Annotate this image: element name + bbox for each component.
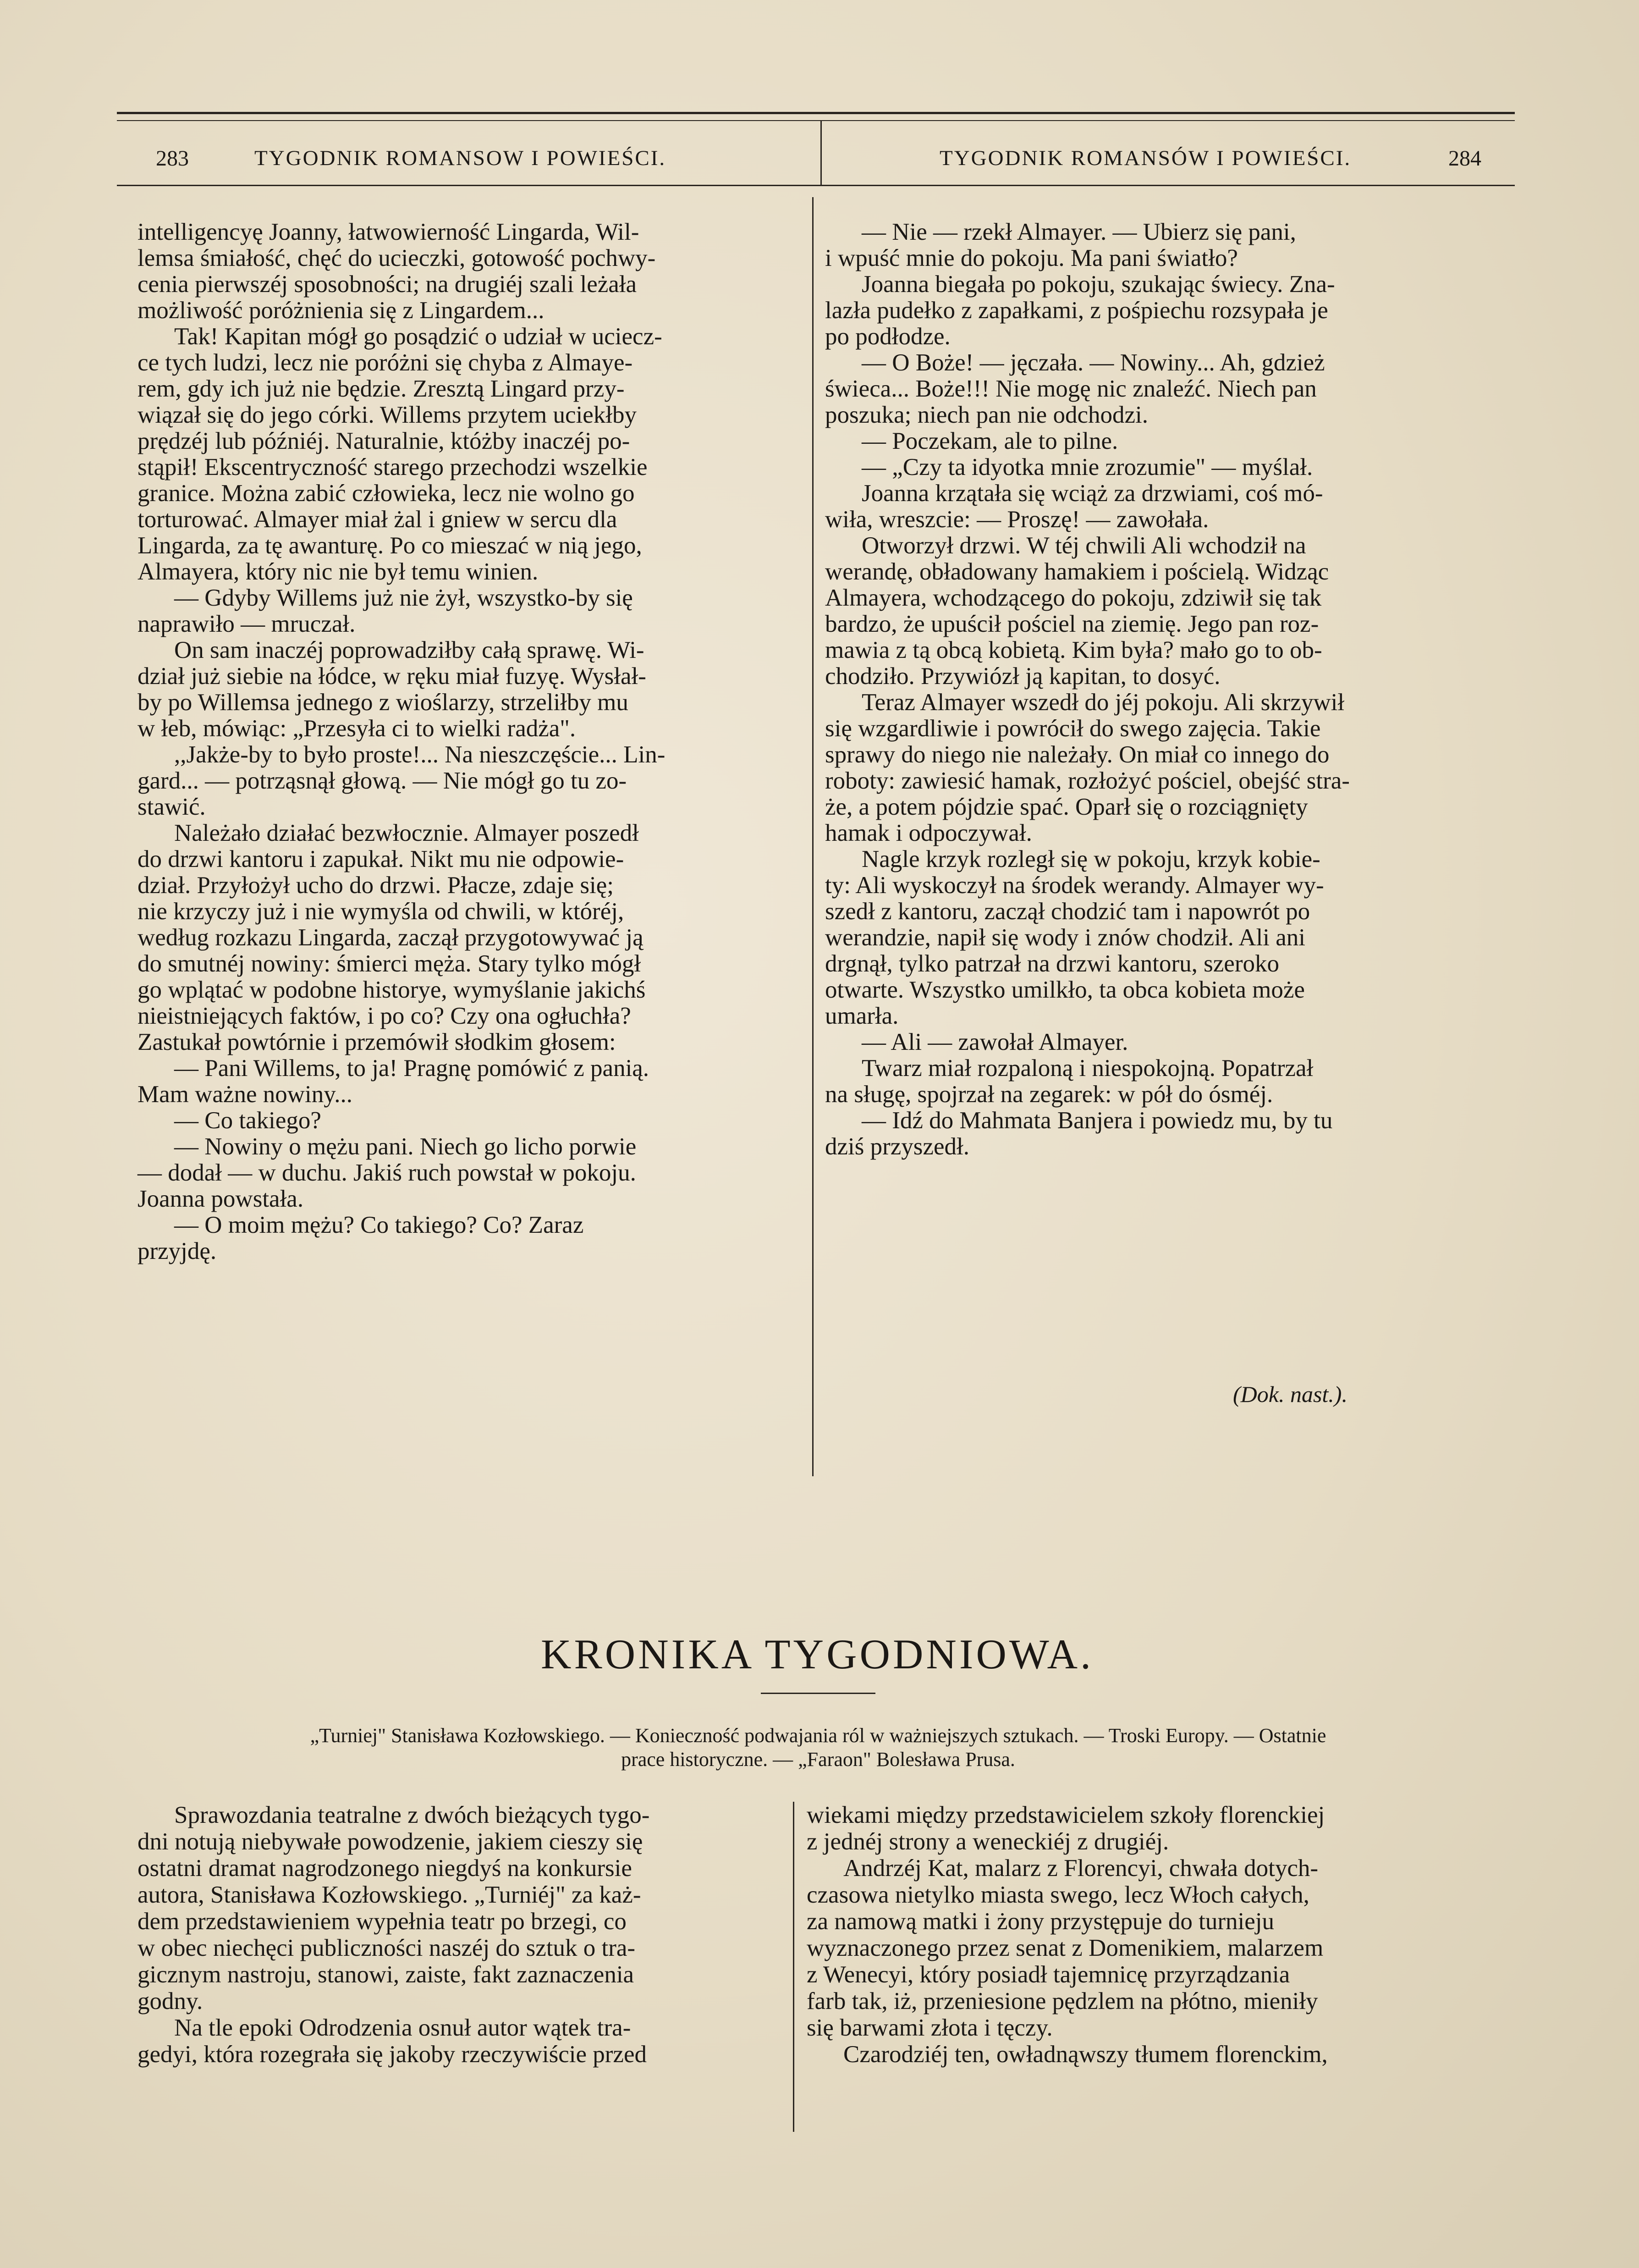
story-right-column <box>825 219 1480 1160</box>
section-title: KRONIKA TYGODNIOWA. <box>541 1631 1094 1678</box>
left-running-title: TYGODNIK ROMANSOW I POWIEŚCI. <box>254 146 666 170</box>
paragraph: Otworzył drzwi. W téj chwili Ali wchodził na werandę, obładowany hamakiem i pościelą. Widząc Almayera, wchodzącego do pokoju, zdziwił się tak bardzo, że upuścił pościel na ziemię. Jego pan roz- mawia z tą obcą kobietą. Kim była? mało go to ob- chodziło. Przywiózł ją kapitan, to dosyć. <box>825 532 1329 690</box>
paragraph: — Nie — rzekł Almayer. — Ubierz się pani, i wpuść mnie do pokoju. Ma pani światło? <box>825 219 1296 271</box>
kronika-right-column <box>807 1802 1462 2068</box>
paragraph: — Pani Willems, to ja! Pragnę pomówić z panią. Mam ważne nowiny... <box>138 1055 649 1108</box>
paragraph: ,,Jakże-by to było proste!... Na nieszczęście... Lin- gard... — potrząsnął głową. — Nie mógł go tu zo- stawić. <box>138 741 666 820</box>
paragraph: On sam inaczéj poprowadziłby całą sprawę. Wi- dział już siebie na łódce, w ręku miał fuzyę. Wysłał- by po Willemsa jednego z wioślarzy, strzeliłby mu w łeb, mówiąc: „Przesyła ci to wielki radża". <box>138 637 646 742</box>
paragraph: Na tle epoki Odrodzenia osnuł autor wątek tra- gedyi, która rozegrała się jakoby rzeczywiście przed <box>138 2014 647 2068</box>
paragraph: Twarz miał rozpaloną i niespokojną. Popatrzał na sługę, spojrzał na zegarek: w pół do ósméj. <box>825 1055 1314 1108</box>
left-page-number: 283 <box>156 146 189 171</box>
header-rule-bottom <box>117 185 1515 186</box>
paragraph: Nagle krzyk rozległ się w pokoju, krzyk kobie- ty: Ali wyskoczył na środek werandy. Almayer wy- szedł z kantoru, zaczął chodzić tam i napowrót po werandzie, napił się wody i znów chodził. Ali ani drgnął, tylko patrzał na drzwi kantoru, szeroko otwarte. Wszystko umilkło, ta obca kobieta może umarła. <box>825 846 1324 1029</box>
paragraph: — O Boże! — jęczała. — Nowiny... Ah, gdzież świeca... Boże!!! Nie mogę nic znaleźć. Niech pan poszuka; niech pan nie odchodzi. <box>825 349 1325 428</box>
paragraph: Sprawozdania teatralne z dwóch bieżących tygo- dni notują niebywałe powodzenie, jakiem cieszy się ostatni dramat nagrodzonego niegdyś na konkursie autora, Stanisława Kozłowskiego. „Turniéj" za każ- dem przedstawieniem wypełnia teatr po brzegi, co w obec niechęci publiczności naszéj do sztuk o tra- gicznym nastroju, stanowi, zaiste, fakt zaznaczenia godny. <box>138 1802 650 2014</box>
paragraph: — Ali — zawołał Almayer. <box>862 1029 1128 1055</box>
paragraph: — „Czy ta idyotka mnie zrozumie" — myślał. <box>862 454 1313 480</box>
column-divider <box>812 197 814 1476</box>
paragraph: wiekami między przedstawicielem szkoły florenckiej z jednéj strony a weneckiéj z drugiéj. <box>807 1802 1325 1855</box>
section-summary: „Turniej" Stanisława Kozłowskiego. — Konieczność podwajania ról w ważniejszych sztukach. — Troski Europy. — Ostatnie prace historyczne. — „Faraon" Bolesława Prusa. <box>310 1724 1326 1771</box>
title-underline <box>761 1693 875 1694</box>
column-divider-lower <box>793 1802 794 2132</box>
right-page-number: 284 <box>1448 146 1481 171</box>
kronika-left-column <box>138 1802 793 2068</box>
paragraph: Teraz Almayer wszedł do jéj pokoju. Ali skrzywił się wzgardliwie i powrócił do swego zajęcia. Takie sprawy do niego nie należały. On miał co innego do roboty: zawiesić hamak, rozłożyć pościel, obejść stra- że, a potem pójdzie spać. Oparł się o rozciągnięty hamak i odpoczywał. <box>825 689 1350 846</box>
header-rule-top <box>117 112 1515 114</box>
paragraph: — Nowiny o mężu pani. Niech go licho porwie — dodał — w duchu. Jakiś ruch powstał w pokoju. Joanna powstała. <box>138 1133 637 1212</box>
paragraph: Należało działać bezwłocznie. Almayer poszedł do drzwi kantoru i zapukał. Nikt mu nie odpowie- dział. Przyłożył ucho do drzwi. Płacze, zdaje się; nie krzyczy już i nie wymyśla od chwili, w któréj, według rozkazu Lingarda, zaczął przygotowywać ją do smutnéj nowiny: śmierci męża. Stary tylko mógł go wplątać w podobne historye, wymyślanie jakichś nieistniejących faktów, i po co? Czy ona ogłuchła? Zastukał powtórnie i przemówił słodkim głosem: <box>138 820 646 1055</box>
paragraph: intelligencyę Joanny, łatwowierność Lingarda, Wil- lemsa śmiałość, chęć do ucieczki, gotowość pochwy- cenia pierwszéj sposobności; na drugiéj szali leżała możliwość poróżnienia się z Lingardem... <box>138 219 656 324</box>
paragraph: — Gdyby Willems już nie żył, wszystko-by się naprawiło — mruczał. <box>138 585 633 637</box>
paragraph: — Idź do Mahmata Banjera i powiedz mu, by tu dziś przyszedł. <box>825 1107 1333 1160</box>
paragraph: Andrzéj Kat, malarz z Florencyi, chwała dotych- czasowa nietylko miasta swego, lecz Włoch całych, za namową matki i żony przystępuje do turnieju wyznaczonego przez senat z Domenikiem, malarzem z Wenecyi, który posiadł tajemnicę przyrządzania farb tak, iż, przeniesione pędzlem na płótno, mieniły się barwami złota i tęczy. <box>807 1855 1324 2041</box>
continuation-note: (Dok. nast.). <box>1233 1381 1348 1407</box>
paragraph: Czarodziéj ten, owładnąwszy tłumem florenckim, <box>843 2041 1328 2068</box>
story-left-column <box>138 219 793 1264</box>
right-running-title: TYGODNIK ROMANSÓW I POWIEŚCI. <box>940 146 1352 170</box>
paragraph: Joanna krzątała się wciąż za drzwiami, coś mó- wiła, wreszcie: — Proszę! — zawołała. <box>825 480 1323 533</box>
header-divider <box>820 120 822 185</box>
paragraph: — Poczekam, ale to pilne. <box>862 428 1118 454</box>
paragraph: Tak! Kapitan mógł go posądzić o udział w uciecz- ce tych ludzi, lecz nie poróżni się chyba z Almaye- rem, gdy ich już nie będzie. Zresztą Lingard przy- wiązał się do jego córki. Willems przytem uciekłby prędzéj lub późniéj. Naturalnie, któżby inaczéj po- stąpił! Ekscentryczność starego przechodzi wszelkie granice. Można zabić człowieka, lecz nie wolno go torturować. Almayer miał żal i gniew w sercu dla Lingarda, za tę awanturę. Po co mieszać w nią jego, Almayera, który nic nie był temu winien. <box>138 323 662 585</box>
paragraph: — O moim mężu? Co takiego? Co? Zaraz przyjdę. <box>138 1212 584 1264</box>
paragraph: — Co takiego? <box>174 1107 321 1134</box>
paragraph: Joanna biegała po pokoju, szukając świecy. Zna- lazła pudełko z zapałkami, z pośpiechu rozsypała je po podłodze. <box>825 271 1335 350</box>
header-rule-top-thin <box>117 120 1515 121</box>
